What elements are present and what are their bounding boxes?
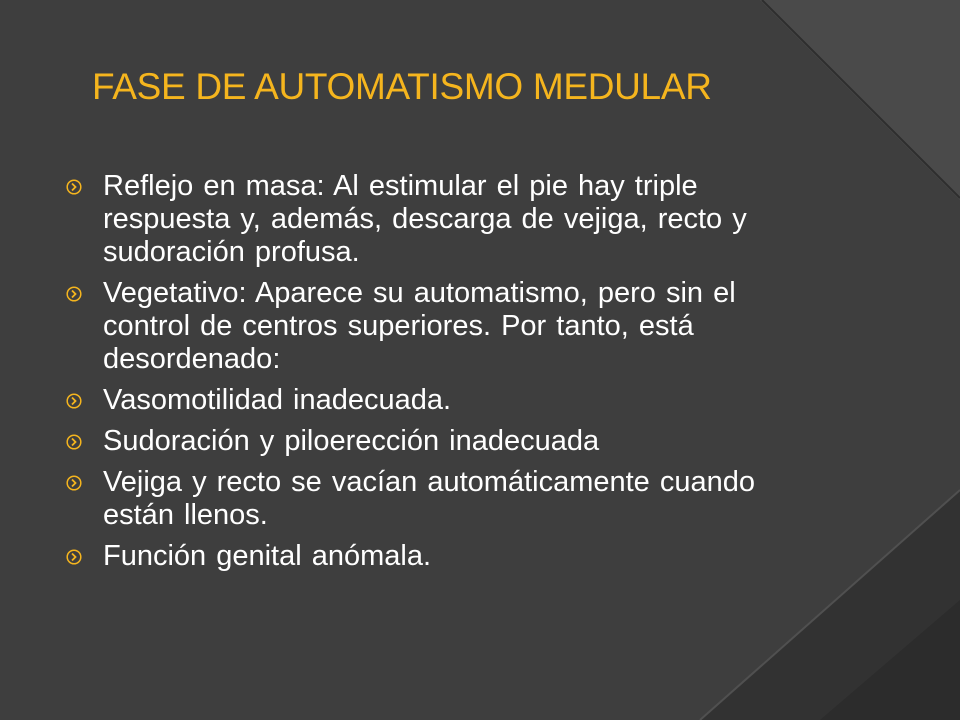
bullet-item xyxy=(60,540,820,573)
bullet-text: Función genital anómala. xyxy=(103,540,432,572)
circled-chevron-icon xyxy=(66,475,82,491)
circled-chevron-icon xyxy=(66,179,82,195)
circled-chevron-icon xyxy=(66,549,82,565)
bullet-item xyxy=(60,384,820,417)
bullet-list xyxy=(60,170,820,581)
bullet-item xyxy=(60,425,820,458)
bullet-item xyxy=(60,466,820,532)
slide-title: FASE DE AUTOMATISMO MEDULAR xyxy=(92,66,712,107)
bullet-text: Vejiga y recto se vacían automáticamente cuando están llenos. xyxy=(103,466,755,531)
bullet-text: Sudoración y piloerección inadecuada xyxy=(103,425,600,457)
bullet-item xyxy=(60,277,820,376)
bullet-text: Reflejo en masa: Al estimular el pie hay triple respuesta y, además, descarga de vejiga, recto y sudoración profusa. xyxy=(103,170,747,268)
circled-chevron-icon xyxy=(66,393,82,409)
bullet-text: Vasomotilidad inadecuada. xyxy=(103,384,452,416)
bullet-text: Vegetativo: Aparece su automatismo, pero sin el control de centros superiores. Por tanto, está desordenado: xyxy=(103,277,736,375)
circled-chevron-icon xyxy=(66,434,82,450)
bullet-item xyxy=(60,170,820,269)
circled-chevron-icon xyxy=(66,286,82,302)
